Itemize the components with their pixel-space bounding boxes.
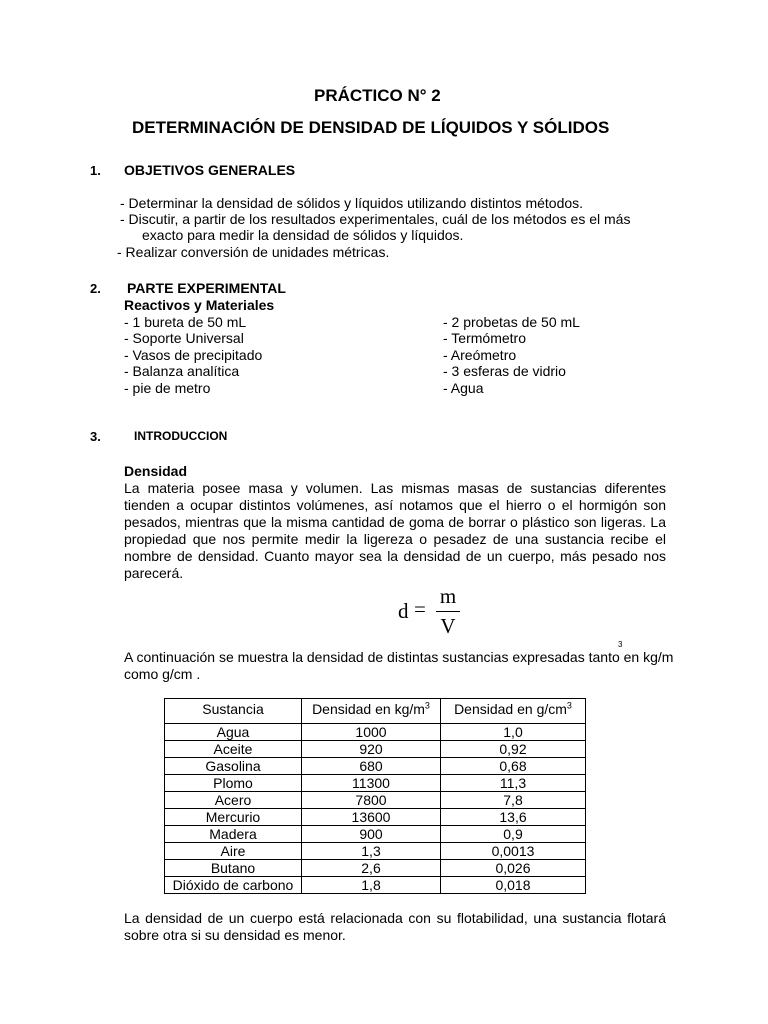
section-1-number: 1. [90,163,101,178]
material-item: - Agua [443,380,484,396]
cell-substance: Gasolina [165,758,302,775]
section-3-number: 3. [90,429,101,444]
formula-denominator: V [440,614,456,638]
cell-density-kg-m3: 1,8 [302,877,441,894]
table-row [165,775,586,792]
cell-substance: Acero [165,792,302,809]
cell-density-kg-m3: 11300 [302,775,441,792]
cell-density-kg-m3: 13600 [302,809,441,826]
cell-density-g-cm3: 1,0 [441,724,586,741]
table-row [165,860,586,877]
cell-substance: Mercurio [165,809,302,826]
cell-density-g-cm3: 0,68 [441,758,586,775]
materials-subheading: Reactivos y Materiales [124,297,275,313]
table-row [165,741,586,758]
page-title: PRÁCTICO N° 2 [314,86,441,105]
cell-substance: Agua [165,724,302,741]
formula-equals: = [414,597,426,621]
intro-text: A continuación se muestra la densidad de distintas sustancias expresadas tanto en kg/m [124,649,674,665]
table-header-row [165,699,586,724]
page-subtitle: DETERMINACIÓN DE DENSIDAD DE LÍQUIDOS Y SÓLIDOS [132,118,610,137]
objective-item: - Discutir, a partir de los resultados experimentales, cuál de los métodos es el más [120,211,631,227]
density-paragraph: La materia posee masa y volumen. Las mismas masas de sustancias diferentes tienden a ocupar distintos volúmenes, así notamos que el hierro o el hormigón son pesados, mientras que la misma cantidad de goma de borrar o plástico son ligeras. La propiedad que nos permite medir la ligereza o pesadez de una sustancia recibe el nombre de densidad. Cuanto mayor sea la densidad de un cuerpo, más pesado nos parecerá. [124,480,666,581]
cell-density-kg-m3: 920 [302,741,441,758]
table-row [165,826,586,843]
table-intro-line-2: como g/cm . [124,666,201,682]
section-1-heading: OBJETIVOS GENERALES [124,162,296,178]
cell-density-kg-m3: 900 [302,826,441,843]
column-header-kg-m3: Densidad en $kg/m^3$ [302,699,441,724]
material-item: - 2 probetas de 50 mL [443,314,580,330]
objective-item: - Determinar la densidad de sólidos y líquidos utilizando distintos métodos. [120,195,584,211]
section-2-number: 2. [90,281,101,296]
formula-numerator: m [439,584,457,608]
cell-substance: Plomo [165,775,302,792]
table-row [165,843,586,860]
cell-density-kg-m3: 680 [302,758,441,775]
cell-density-kg-m3: 2,6 [302,860,441,877]
material-item: - Soporte Universal [124,330,244,346]
intro-superscript: 3 [618,640,623,649]
table-intro-line-1 [124,649,673,665]
table-row [165,758,586,775]
density-table [164,698,586,894]
material-item: - pie de metro [124,380,211,396]
cell-substance: Dióxido de carbono [165,877,302,894]
cell-substance: Butano [165,860,302,877]
table-row [165,724,586,741]
column-header-substance: Sustancia [165,699,302,724]
cell-substance: Aceite [165,741,302,758]
section-3-heading: INTRODUCCION [134,429,228,443]
densidad-subheading: Densidad [124,463,188,479]
cell-density-g-cm3: 0,026 [441,860,586,877]
cell-density-g-cm3: 11,3 [441,775,586,792]
cell-substance: Madera [165,826,302,843]
material-item: - 3 esferas de vidrio [443,363,566,379]
material-item: - Termómetro [443,330,526,346]
material-item: - Balanza analítica [124,363,240,379]
column-header-g-cm3: Densidad en $g/cm^3$ [441,699,586,724]
cell-density-kg-m3: 1,3 [302,843,441,860]
cell-density-g-cm3: 0,9 [441,826,586,843]
flotation-paragraph: La densidad de un cuerpo está relacionada con su flotabilidad, una sustancia flotará sobre otra si su densidad es menor. [124,910,666,943]
table-row [165,877,586,894]
cell-density-g-cm3: 0,0013 [441,843,586,860]
material-item: - Vasos de precipitado [124,347,263,363]
table-row [165,809,586,826]
section-2-heading: PARTE EXPERIMENTAL [127,280,286,296]
cell-substance: Aire [165,843,302,860]
formula-lhs: d [398,599,409,623]
material-item: - Areómetro [443,347,517,363]
table-row [165,792,586,809]
cell-density-kg-m3: 1000 [302,724,441,741]
cell-density-g-cm3: 13,6 [441,809,586,826]
material-item: - 1 bureta de 50 mL [124,314,247,330]
cell-density-g-cm3: 0,92 [441,741,586,758]
fraction-bar [436,611,460,612]
cell-density-kg-m3: 7800 [302,792,441,809]
objective-item: - Realizar conversión de unidades métricas. [117,244,390,260]
cell-density-g-cm3: 7,8 [441,792,586,809]
cell-density-g-cm3: 0,018 [441,877,586,894]
objective-item-continuation: exacto para medir la densidad de sólidos y líquidos. [142,227,464,243]
